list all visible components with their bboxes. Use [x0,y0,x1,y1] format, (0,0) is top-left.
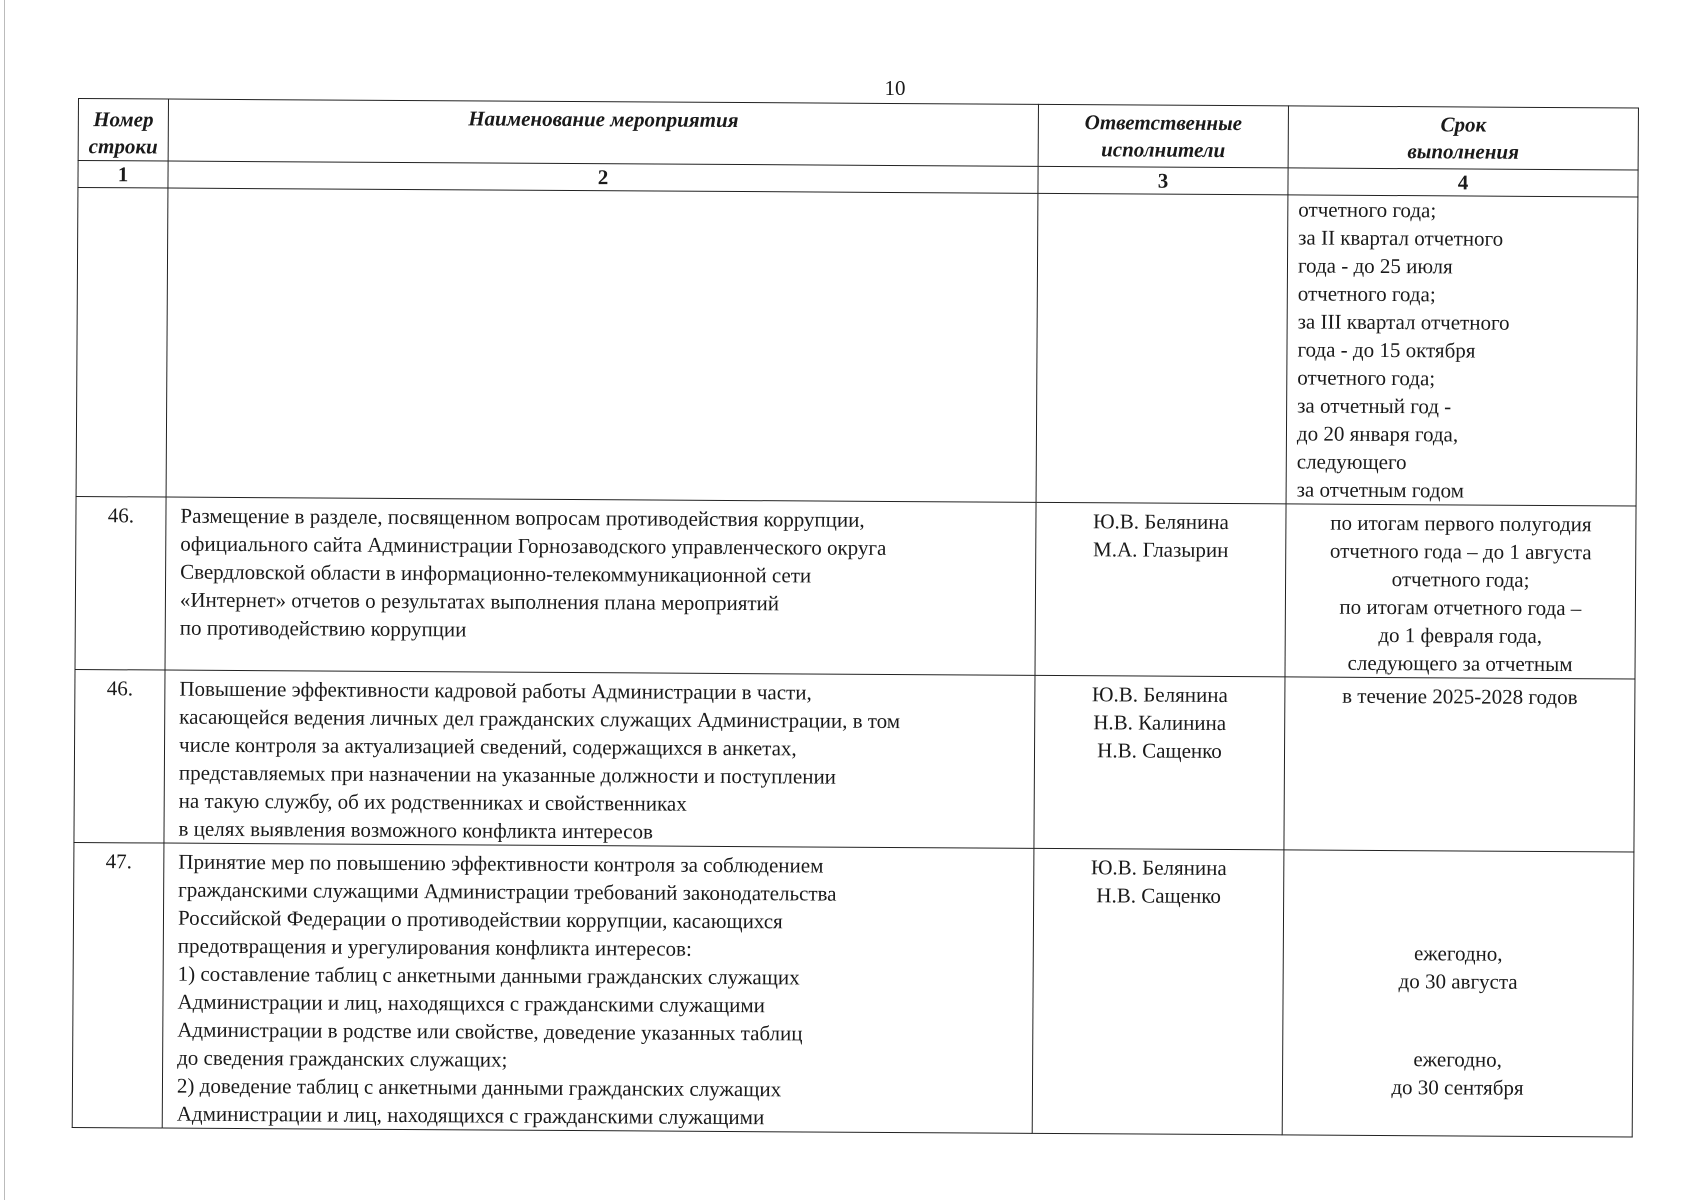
row-number-cell: 46. [75,496,166,670]
deadline-line: до 20 января года, [1296,421,1459,447]
event-name-cell: Принятие мер по повышению эффективности контроля за соблюдением гражданскими служащими Администрации требований законодательства Российской Федерации о противодействии коррупции, касающихся предотвращения и урегулирования конфликта интересов: 1) составление таблиц с анкетными данными гражданских служащих Администрации и лиц, находящихся с гражданскими служащими Администрации в родстве или свойстве, доведение указанных таблиц до сведения гражданских служащих; 2) доведение таблиц с анкетными данными гражданских служащих Администрации и лиц, находящихся с гражданскими служащими [162,843,1034,1133]
deadline-cell [1286,195,1638,506]
document-sheet [72,98,1638,1138]
page-number: 10 [884,76,906,100]
deadline-line: года - до 25 июля [1297,253,1453,279]
deadline-line: за II квартал отчетного [1298,225,1504,251]
deadline-line: отчетного года; [1297,365,1436,391]
deadline-line: за отчетный год - [1297,393,1452,419]
event-name-cell [166,188,1038,502]
deadline-line: отчетного года; [1298,197,1437,223]
deadline-line: следующего [1296,449,1407,475]
deadline-cell: по итогам первого полугодия отчетного года – до 1 августа отчетного года; по итогам отчетного года – до 1 февраля года, следующего за отчетным [1285,504,1636,679]
column-number-3: 3 [1038,166,1288,195]
scan-edge-mark [4,0,5,1200]
deadline-line: за отчетным годом [1296,477,1464,503]
header-deadline: Срок выполнения [1288,106,1638,170]
deadline-cell: в течение 2025-2028 годов [1284,677,1635,852]
deadline-line: отчетного года; [1297,281,1436,307]
deadline-line: за III квартал отчетного [1297,309,1510,335]
column-number-2: 2 [168,161,1038,193]
responsible-cell [1036,193,1288,504]
responsible-cell: Ю.В. Белянина Н.В. Калинина Н.В. Сащенко [1034,675,1285,850]
header-responsible: Ответственные исполнители [1038,104,1288,168]
responsible-cell: Ю.В. Белянина Н.В. Сащенко [1032,848,1284,1135]
event-name-cell: Размещение в разделе, посвященном вопросам противодействия коррупции, официального сайта Администрации Горнозаводского управленческого округа Свердловской области в информационно-телекоммуникационной сети «Интернет» отчетов о результатах выполнения плана мероприятий по противодействию коррупции [165,497,1036,675]
table-row [75,496,1636,679]
responsible-cell: Ю.В. Белянина М.А. Глазырин [1035,502,1286,677]
column-number-4: 4 [1288,168,1638,197]
anticorruption-plan-table [72,98,1639,1138]
table-row [74,669,1635,852]
deadline-cell: ежегодно, до 30 августа ежегодно, до 30 сентября [1282,850,1634,1137]
table-row [72,842,1634,1137]
row-number-cell: 47. [72,842,164,1128]
table-row-continuation [76,188,1638,507]
header-event-name: Наименование мероприятия [168,99,1038,166]
header-row-number: Номер строки [78,99,168,162]
row-number-cell: 46. [74,669,165,843]
column-number-1: 1 [78,161,168,189]
event-name-cell: Повышение эффективности кадровой работы Администрации в части, касающейся ведения личных дел гражданских служащих Администрации, в том числе контроля за актуализацией сведений, содержащихся в анкетах, представляемых при назначении на указанные должности и поступлении на такую службу, об их родственниках и свойственниках в целях выявления возможного конфликта интересов [164,670,1035,848]
row-number-cell [76,188,168,498]
deadline-line: года - до 15 октября [1297,337,1476,363]
